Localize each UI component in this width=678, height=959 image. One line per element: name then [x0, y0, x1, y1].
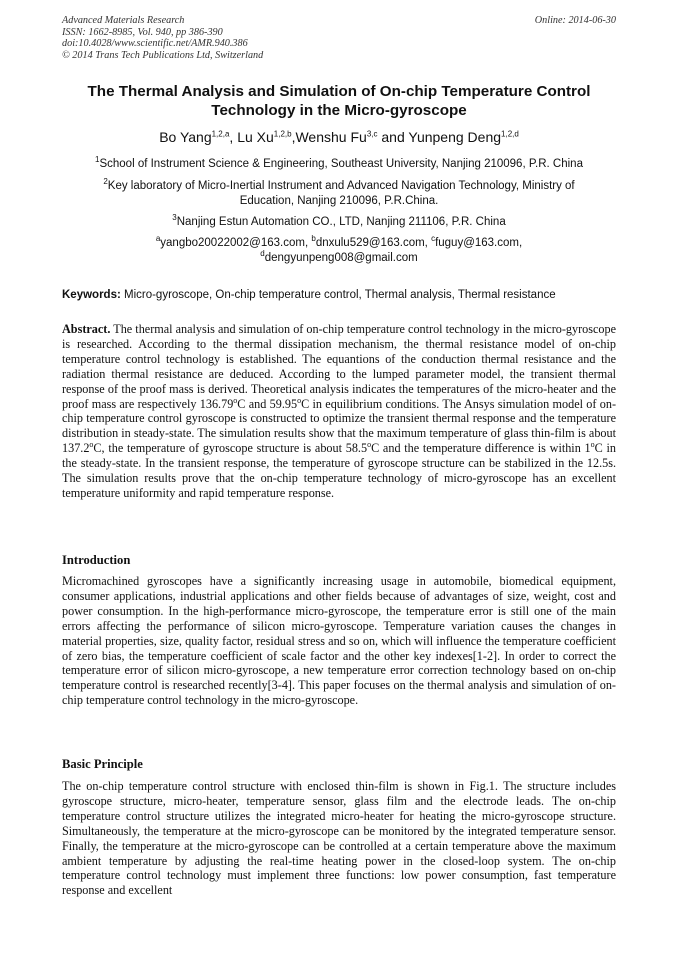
title-line-2: Technology in the Micro-gyroscope [211, 102, 467, 119]
paper-title [62, 82, 616, 120]
author-affiliation-mark: 1,2,d [501, 129, 519, 139]
keywords-label: Keywords: [62, 289, 121, 301]
affiliation-mark: 3 [172, 213, 177, 223]
affiliation-1 [62, 157, 616, 172]
abstract-paragraph [62, 322, 616, 501]
email-address: fuguy@163.com, [435, 237, 523, 249]
author-separator: , [229, 129, 238, 145]
affiliation-text: School of Instrument Science & Engineering, Southeast University, Nanjing 210096, P.R. China [99, 158, 583, 170]
author-list [62, 128, 616, 146]
degree-mark: o [233, 395, 238, 405]
author-separator: and [377, 129, 409, 145]
author-name: Wenshu Fu [295, 129, 367, 145]
author-separator: , [291, 129, 296, 145]
email-address: dnxulu529@163.com, [315, 237, 432, 249]
degree-mark: o [297, 395, 302, 405]
journal-header [62, 15, 616, 61]
author-name: Lu Xu [237, 129, 274, 145]
abstract-text: C in equilibrium conditions. The Ansys simulation model of on-chip temperature control gyroscope is constructed to optimize the transient thermal response and the temperature distribution in steady-state. The simulation results show that the maximum temperature of glass thin-film is about 137.2 [62, 396, 617, 456]
keywords [62, 288, 616, 302]
copyright-line: © 2014 Trans Tech Publications Ltd, Switzerland [62, 49, 264, 61]
affiliation-mark: 2 [103, 177, 108, 187]
degree-mark: o [89, 440, 94, 450]
abstract-text: The thermal analysis and simulation of on-chip temperature control technology in the micro-gyroscope is researched. According to the thermal dissipation mechanism, the thermal resistance model of on-chip temperature control technology is established. The equantions of the conduction thermal resistance and the radiation thermal resistance are deduced. According to the lumped parameter model, the transient thermal response of the proof mass is derived. Theoretical analysis indicates the temperatures of the micro-heater and the proof mass are respectively 136.79 [62, 322, 616, 411]
abstract-label: Abstract. [62, 322, 111, 336]
introduction-heading: Introduction [62, 553, 131, 567]
affiliation-3 [62, 215, 616, 230]
email-list [62, 236, 616, 265]
issn-line: ISSN: 1662-8985, Vol. 940, pp 386-390 [62, 26, 223, 38]
affiliation-text: Education, Nanjing 210096, P.R.China. [239, 194, 439, 207]
author-name: Bo Yang [159, 129, 212, 145]
abstract-text: C and 59.95 [237, 396, 298, 411]
affiliation-mark: 1 [95, 155, 100, 165]
degree-mark: o [367, 440, 372, 450]
email-mark: d [260, 248, 265, 258]
keywords-text: Micro-gyroscope, On-chip temperature control, Thermal analysis, Thermal resistance [120, 289, 556, 301]
title-line-1: The Thermal Analysis and Simulation of On-chip Temperature Control [87, 83, 591, 100]
email-mark: a [155, 234, 161, 244]
abstract-text: C in the steady-state. In the transient response, the temperature of gyroscope structure can be stabilized in the 12.5s. The simulation results prove that the on-chip temperature technology of micro-gyroscope has an excellent temperature uniformity and rapid temperature response. [62, 441, 616, 500]
basic-principle-paragraph: The on-chip temperature control structure with enclosed thin-film is shown in Fig.1. The structure includes gyroscope structure, micro-heater, temperature sensor, glass film and the electrode leads. The on-chip temperature control structure utilizes the integrated micro-heater for heating the micro-gyroscope structure. Simultaneously, the temperature at the micro-gyroscope can be monitored by the integrated temperature sensor. Finally, the temperature at the micro-gyroscope can be controlled at a certain temperature above the maximum ambient temperature by adjusting the real-time heating power in the closed-loop system. The on-chip temperature control technology must implement three functions: low power consumption, fast temperature response and excellent [62, 779, 616, 898]
email-mark: b [311, 234, 316, 244]
author-name: Yunpeng Deng [408, 129, 502, 145]
abstract-text: C, the temperature of gyroscope structure is about 58.5 [93, 441, 368, 456]
doi-line: doi:10.4028/www.scientific.net/AMR.940.386 [62, 38, 248, 50]
email-address: dengyunpeng008@gmail.com [264, 251, 418, 264]
introduction-paragraph: Micromachined gyroscopes have a significantly increasing usage in automobile, biomedical equipment, consumer applications, industrial applications and other fields because of advantages of size, weight, cost and power consumption. In the high-performance micro-gyroscope, the temperature error is still one of the main errors affecting the performance of silicon micro-gyroscope. Temperature variation causes the changes in material properties, size, quality factor, residual stress and so on, which will influence the temperature coefficient of zero bias, the temperature coefficient of scale factor and the other key indexes[1-2]. In order to correct the temperature error of silicon micro-gyroscope, a new temperature error correction technology based on on-chip temperature control is researched recently[3-4]. This paper focuses on the thermal analysis and simulation of on-chip temperature control technology in the micro-gyroscope. [62, 574, 616, 708]
author-affiliation-mark: 1,2,b [273, 129, 292, 139]
affiliation-text: Key laboratory of Micro-Inertial Instrument and Advanced Navigation Technology, Ministry of [107, 180, 575, 192]
affiliation-2 [62, 179, 616, 208]
online-date: Online: 2014-06-30 [534, 15, 616, 26]
basic-principle-heading: Basic Principle [62, 757, 143, 771]
abstract-text: C and the temperature difference is within 1 [371, 441, 591, 456]
journal-name: Advanced Materials Research [62, 15, 185, 26]
email-mark: c [431, 234, 436, 244]
author-affiliation-mark: 1,2,a [211, 129, 230, 139]
email-address: yangbo20022002@163.com, [160, 237, 312, 249]
author-affiliation-mark: 3,c [366, 129, 378, 139]
affiliation-text: Nanjing Estun Automation CO., LTD, Nanjing 211106, P.R. China [176, 216, 506, 228]
degree-mark: o [590, 440, 595, 450]
